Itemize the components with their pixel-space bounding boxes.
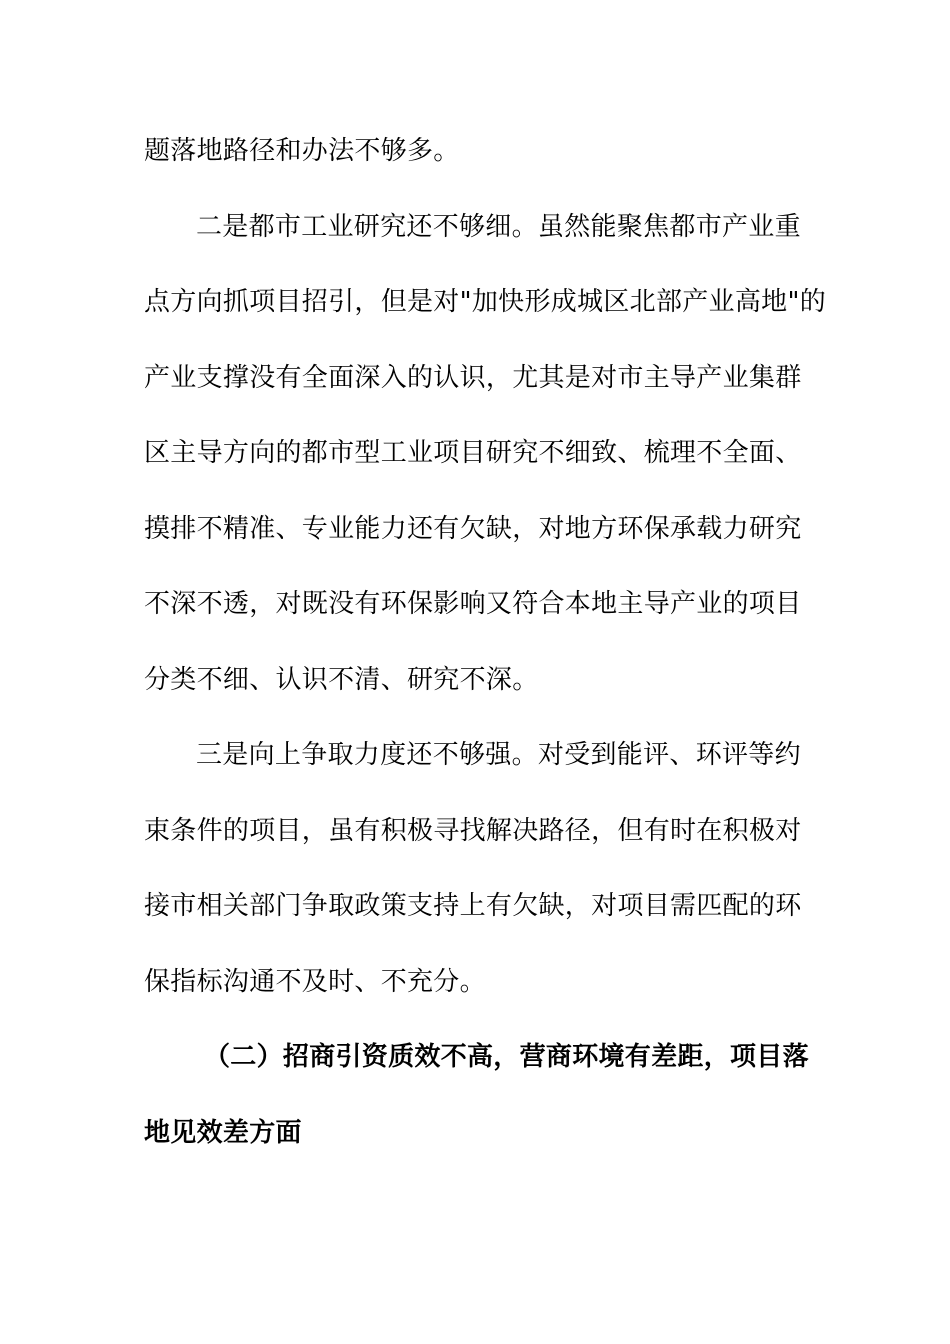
- document-body: [144, 114, 827, 1171]
- paragraph-line: 束条件的项目，虽有积极寻找解决路径，但有时在积极对: [144, 815, 802, 846]
- paragraph-line: 区主导方向的都市型工业项目研究不细致、梳理不全面、: [144, 438, 802, 468]
- section-heading-line: 地见效差方面: [144, 1117, 302, 1148]
- paragraph-line: 二是都市工业研究还不够细。虽然能聚焦都市产业重: [196, 211, 801, 242]
- paragraph-line: 接市相关部门争取政策支持上有欠缺，对项目需匹配的环: [144, 891, 802, 921]
- paragraph-line: 产业支撑没有全面深入的认识，尤其是对市主导产业集群: [144, 362, 802, 393]
- paragraph-line: 保指标沟通不及时、不充分。: [144, 966, 486, 997]
- paragraph-line: 点方向抓项目招引，但是对"加快形成城区北部产业高地"的: [144, 287, 827, 317]
- paragraph-line: 三是向上争取力度还不够强。对受到能评、环评等约: [196, 740, 801, 770]
- paragraph-line: 题落地路径和办法不够多。: [144, 136, 460, 166]
- paragraph-line: 分类不细、认识不清、研究不深。: [144, 664, 539, 695]
- section-heading-line: （二）招商引资质效不高，营商环境有差距，项目落: [204, 1042, 809, 1072]
- paragraph-line: 不深不透，对既没有环保影响又符合本地主导产业的项目: [144, 589, 802, 619]
- paragraph-line: 摸排不精准、专业能力还有欠缺，对地方环保承载力研究: [144, 513, 802, 544]
